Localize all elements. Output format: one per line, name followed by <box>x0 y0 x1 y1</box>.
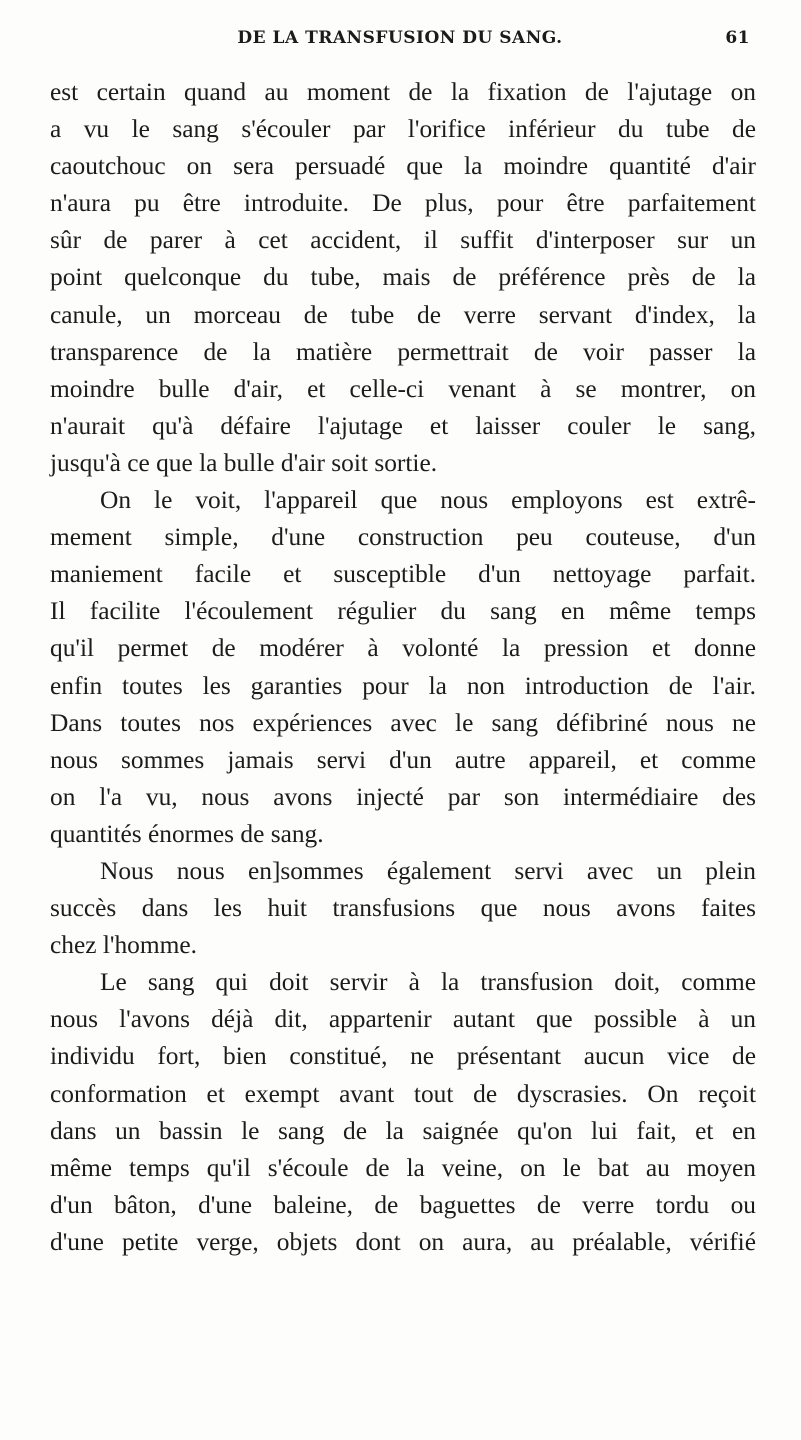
text-line: on l'a vu, nous avons injecté par son intermédiaire des <box>50 782 756 811</box>
text-line: maniement facile et susceptible d'un nettoyage parfait. <box>50 560 756 589</box>
text-line: dans un bassin le sang de la saignée qu'on lui fait, et en <box>50 1116 756 1145</box>
text-line: individu fort, bien constitué, ne présentant aucun vice de <box>50 1042 756 1071</box>
text-line: même temps qu'il s'écoule de la veine, on le bat au moyen <box>50 1153 756 1182</box>
text-line: n'aura pu être introduite. De plus, pour être parfaitement <box>50 189 756 218</box>
running-title: DE LA TRANSFUSION DU SANG. <box>237 28 563 48</box>
text-line: caoutchouc on sera persuadé que la moindre quantité d'air <box>50 152 756 181</box>
text-line: quantités énormes de sang. <box>50 819 324 848</box>
text-line: chez l'homme. <box>50 931 197 960</box>
text-line: Dans toutes nos expériences avec le sang défibriné nous ne <box>50 708 756 737</box>
text-line: mement simple, d'une construction peu couteuse, d'un <box>50 523 756 552</box>
text-line: point quelconque du tube, mais de préférence près de la <box>50 263 756 292</box>
text-line: enfin toutes les garanties pour la non introduction de l'air. <box>50 671 756 700</box>
text-line: n'aurait qu'à défaire l'ajutage et laisser couler le sang, <box>50 411 756 440</box>
text-line: jusqu'à ce que la bulle d'air soit sortie. <box>50 448 438 477</box>
text-line: d'un bâton, d'une baleine, de baguettes de verre tordu ou <box>50 1190 756 1219</box>
text-line: transparence de la matière permettrait de voir passer la <box>50 337 756 366</box>
text-line: sûr de parer à cet accident, il suffit d'interposer sur un <box>50 226 756 255</box>
text-line: nous sommes jamais servi d'un autre appareil, et comme <box>50 745 756 774</box>
text-line: Il facilite l'écoulement régulier du sang en même temps <box>50 597 756 626</box>
text-line: succès dans les huit transfusions que nous avons faites <box>50 894 756 923</box>
text-line: a vu le sang s'écouler par l'orifice inférieur du tube de <box>50 115 756 144</box>
text-line: On le voit, l'appareil que nous employons est extrê- <box>100 486 756 515</box>
text-line: est certain quand au moment de la fixation de l'ajutage on <box>50 78 756 106</box>
text-line: canule, un morceau de tube de verre servant d'index, la <box>50 300 756 329</box>
text-line: qu'il permet de modérer à volonté la pression et donne <box>50 634 756 663</box>
page-number: 61 <box>725 28 750 48</box>
body-text <box>50 74 756 1261</box>
page-header <box>50 28 750 58</box>
text-line: d'une petite verge, objets dont on aura, au préalable, vérifié <box>50 1227 756 1256</box>
text-line: nous l'avons déjà dit, appartenir autant que possible à un <box>50 1005 756 1034</box>
text-line: Le sang qui doit servir à la transfusion doit, comme <box>100 968 756 997</box>
text-line: moindre bulle d'air, et celle-ci venant à se montrer, on <box>50 374 756 403</box>
text-line: Nous nous en]sommes également servi avec un plein <box>100 856 756 885</box>
text-line: conformation et exempt avant tout de dyscrasies. On reçoit <box>50 1079 756 1108</box>
